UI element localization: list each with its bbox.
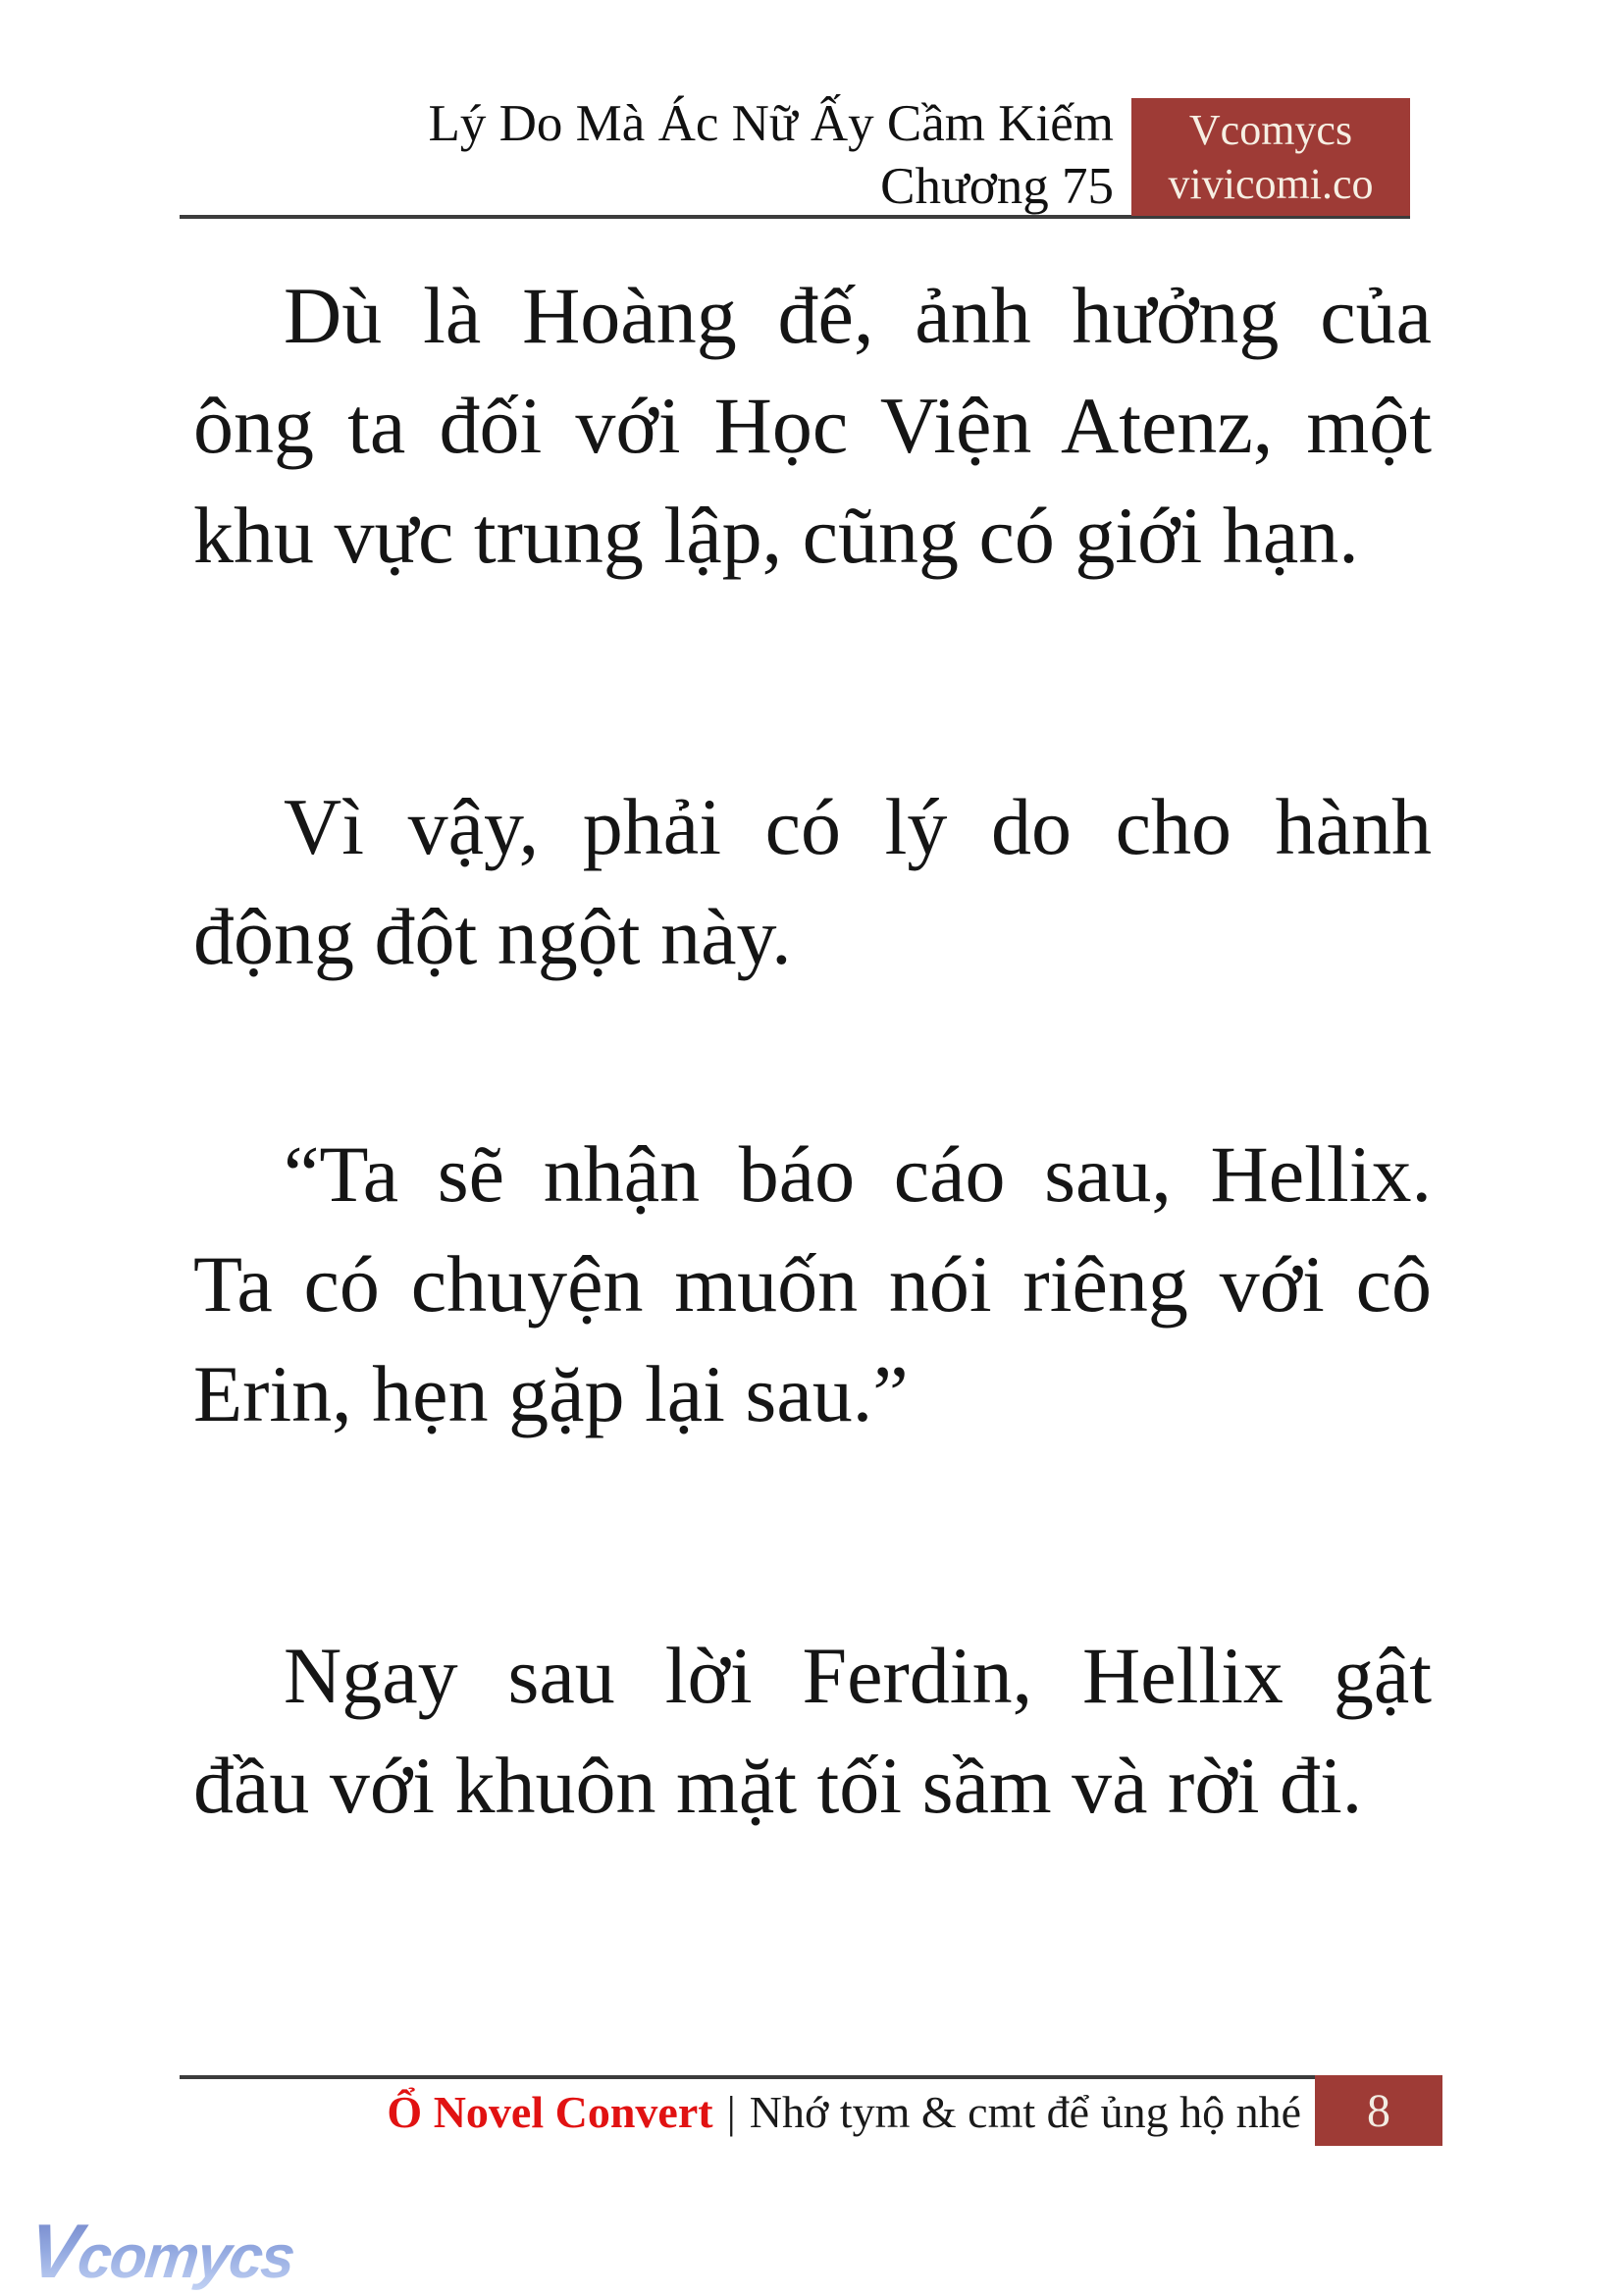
book-title: Lý Do Mà Ác Nữ Ấy Cầm Kiếm [428,95,1114,152]
page-header [180,92,1114,218]
text-line: Dù là Hoàng đế, ảnh hưởng của [284,271,1432,360]
text-line: Erin, hẹn gặp lại sau.” [193,1349,909,1438]
footer-separator: | [726,2086,736,2137]
paragraph [193,1120,1432,1449]
text-line: ông ta đối với Học Viện Atenz, một [193,381,1432,470]
text-line: đầu với khuôn mặt tối sầm và rời đi. [193,1741,1363,1830]
text-line: “Ta sẽ nhận báo cáo sau, Hellix. [284,1129,1432,1219]
text-line: Vì vậy, phải có lý do cho hành [284,782,1432,871]
watermark-rest: comycs [75,2223,297,2291]
paragraph [193,1621,1432,1841]
badge-site-url: vivicomi.co [1168,160,1374,208]
vcomycs-watermark-logo [25,2208,297,2294]
footer-credit [387,2079,1301,2144]
text-line: động đột ngột này. [193,892,792,981]
translator-badge [1131,98,1410,216]
page-number-badge [1315,2075,1442,2146]
footer-note: Nhớ tym & cmt để ủng hộ nhé [749,2086,1301,2137]
paragraph [193,261,1432,591]
text-line: khu vực trung lập, cũng có giới hạn. [193,491,1359,580]
chapter-body [193,261,1432,1841]
page-footer [180,2075,1442,2146]
badge-site-name: Vcomycs [1188,106,1353,154]
watermark-initial: V [25,2208,84,2294]
chapter-label: Chương 75 [880,158,1114,215]
page-number: 8 [1367,2084,1390,2137]
text-line: Ta có chuyện muốn nói riêng với cô [193,1239,1432,1329]
footer-brand: Ổ Novel Convert [387,2086,713,2137]
paragraph [193,772,1432,992]
text-line: Ngay sau lời Ferdin, Hellix gật [284,1631,1432,1720]
